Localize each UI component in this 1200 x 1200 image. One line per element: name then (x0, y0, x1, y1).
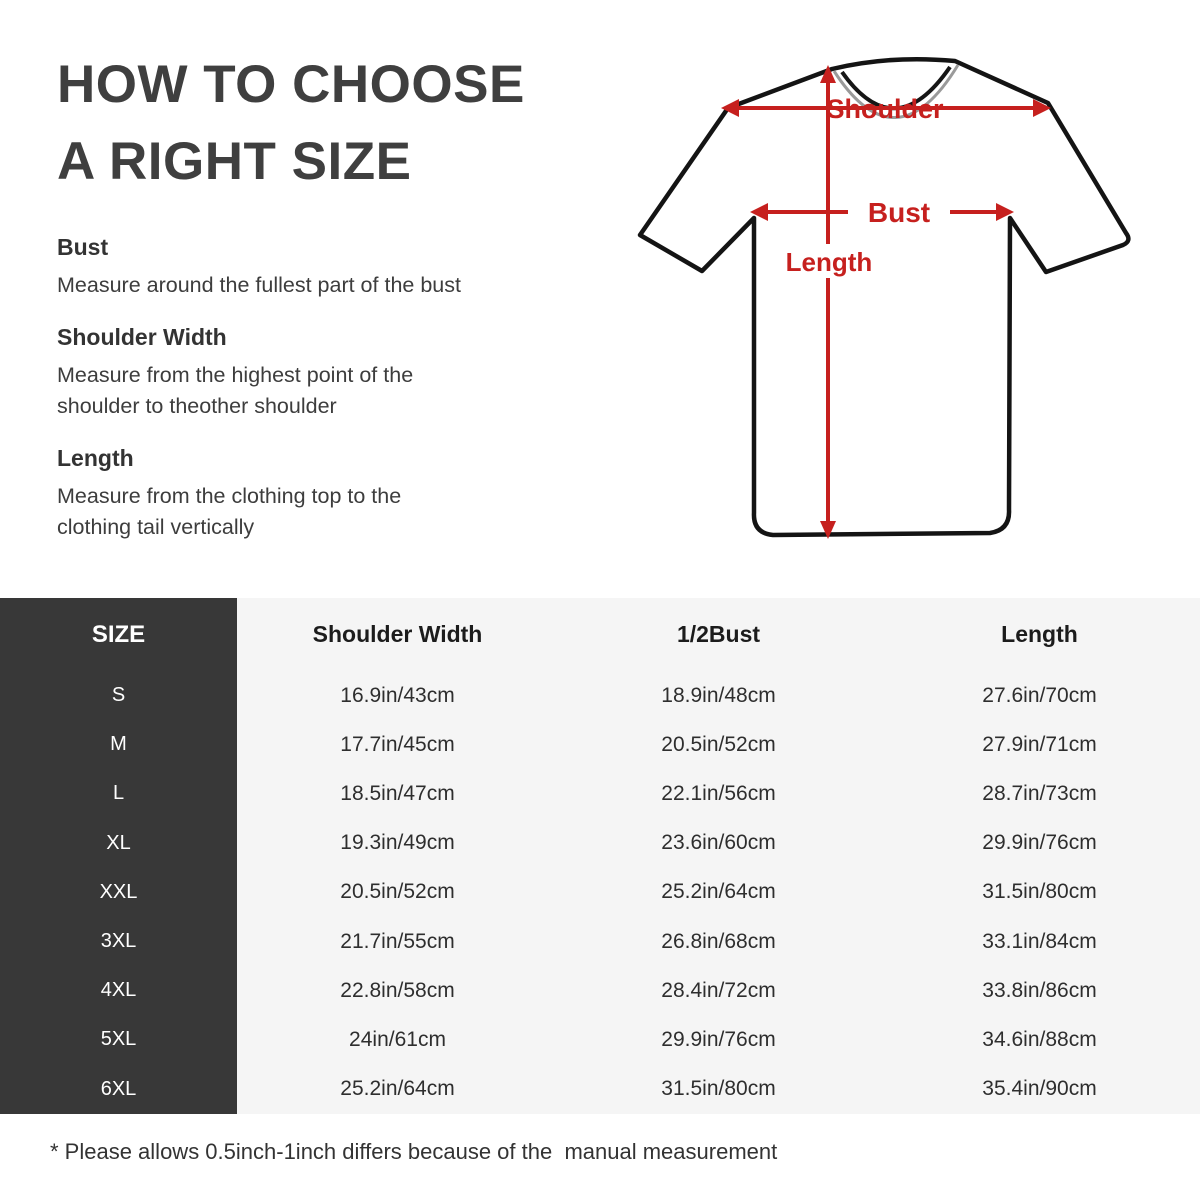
table-row-xxl-length: 31.5in/80cm (879, 868, 1200, 917)
table-row-s-shoulder: 16.9in/43cm (237, 671, 558, 720)
measurement-disclaimer: * Please allows 0.5inch-1inch differs because of the manual measurement (50, 1139, 778, 1164)
table-row-6xl-half-bust: 31.5in/80cm (558, 1065, 879, 1114)
instruction-bust-term: Bust (57, 234, 109, 260)
table-row-l-half-bust: 22.1in/56cm (558, 769, 879, 818)
table-row-xl-half-bust: 23.6in/60cm (558, 819, 879, 868)
tshirt-outline (640, 59, 1128, 535)
size-table (0, 598, 1200, 1114)
table-row-l-length: 28.7in/73cm (879, 769, 1200, 818)
table-row-xl-size: XL (0, 819, 237, 868)
table-row-3xl-length: 33.1in/84cm (879, 917, 1200, 966)
table-row-xxl-half-bust: 25.2in/64cm (558, 868, 879, 917)
table-row-5xl-half-bust: 29.9in/76cm (558, 1015, 879, 1064)
table-row-4xl-length: 33.8in/86cm (879, 966, 1200, 1015)
table-header-half-bust: 1/2Bust (558, 598, 879, 671)
table-row-xxl-size: XXL (0, 868, 237, 917)
table-row-6xl-length: 35.4in/90cm (879, 1065, 1200, 1114)
table-row-3xl-size: 3XL (0, 917, 237, 966)
table-row-4xl-shoulder: 22.8in/58cm (237, 966, 558, 1015)
length-label: Length (785, 247, 873, 277)
instruction-shoulder-width (57, 324, 557, 422)
table-header-size: SIZE (0, 598, 237, 671)
table-row-6xl-size: 6XL (0, 1065, 237, 1114)
table-row-s-length: 27.6in/70cm (879, 671, 1200, 720)
table-row-5xl-shoulder: 24in/61cm (237, 1015, 558, 1064)
instruction-shoulder-width-term: Shoulder Width (57, 324, 227, 350)
table-row-5xl-size: 5XL (0, 1015, 237, 1064)
table-row-4xl-size: 4XL (0, 966, 237, 1015)
instruction-length (57, 445, 557, 543)
instruction-length-text-line-1: Measure from the clothing top to the (57, 484, 402, 508)
page-title-line-1: HOW TO CHOOSE (57, 55, 525, 114)
table-row-4xl-half-bust: 28.4in/72cm (558, 966, 879, 1015)
instruction-shoulder-width-text-line-1: Measure from the highest point of the (57, 363, 414, 387)
instruction-length-text-line-2: clothing tail vertically (57, 515, 255, 539)
page-title-line-2: A RIGHT SIZE (57, 132, 412, 191)
instruction-length-term: Length (57, 445, 134, 471)
table-row-s-half-bust: 18.9in/48cm (558, 671, 879, 720)
instruction-bust-text: Measure around the fullest part of the bust (57, 273, 461, 297)
tshirt-diagram-svg (590, 25, 1200, 580)
bust-label: Bust (867, 197, 931, 228)
measuring-instructions (57, 234, 557, 566)
table-row-l-size: L (0, 769, 237, 818)
instruction-shoulder-width-text-line-2: shoulder to theother shoulder (57, 394, 337, 418)
table-header-length: Length (879, 598, 1200, 671)
table-header-shoulder-width: Shoulder Width (237, 598, 558, 671)
table-row-3xl-half-bust: 26.8in/68cm (558, 917, 879, 966)
table-row-6xl-shoulder: 25.2in/64cm (237, 1065, 558, 1114)
page-title (57, 46, 525, 200)
table-row-xl-length: 29.9in/76cm (879, 819, 1200, 868)
table-row-3xl-shoulder: 21.7in/55cm (237, 917, 558, 966)
table-row-xl-shoulder: 19.3in/49cm (237, 819, 558, 868)
table-row-m-size: M (0, 720, 237, 769)
table-row-5xl-length: 34.6in/88cm (879, 1015, 1200, 1064)
table-row-m-length: 27.9in/71cm (879, 720, 1200, 769)
table-row-m-half-bust: 20.5in/52cm (558, 720, 879, 769)
instruction-bust (57, 234, 557, 301)
table-row-xxl-shoulder: 20.5in/52cm (237, 868, 558, 917)
table-row-s-size: S (0, 671, 237, 720)
table-row-l-shoulder: 18.5in/47cm (237, 769, 558, 818)
table-row-m-shoulder: 17.7in/45cm (237, 720, 558, 769)
shoulder-label: Shoulder (826, 94, 944, 124)
tshirt-measurement-diagram (590, 25, 1200, 580)
